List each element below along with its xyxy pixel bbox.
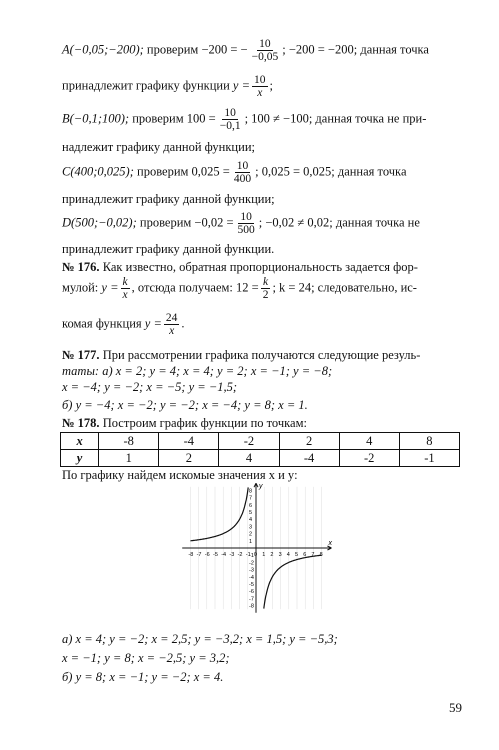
y-tick-label: -8 bbox=[249, 603, 254, 610]
fraction: $\frac{k}{2}$ bbox=[262, 276, 269, 302]
y-tick-label: 1 bbox=[249, 538, 253, 545]
fraction: $\frac{10}{-0,1}$ bbox=[219, 107, 241, 133]
problem-number: № 176. bbox=[62, 260, 100, 274]
y-tick-label: -2 bbox=[249, 560, 254, 567]
line-point-c: C(400;0,025); проверим 0,025 = $\frac{10}{400}$ ; 0,025 = 0,025; данная точка bbox=[62, 160, 407, 186]
x-tick-label: -3 bbox=[229, 552, 235, 558]
fraction: $\frac{10}{400}$ bbox=[233, 160, 252, 186]
point-a: A(−0,05;−200); bbox=[62, 42, 144, 57]
x-tick-label: -7 bbox=[196, 552, 202, 558]
line-text: принадлежит графику данной функции; bbox=[62, 192, 275, 206]
line-text: принадлежит графику данной функции. bbox=[62, 242, 275, 256]
point-c: C(400;0,025); bbox=[62, 164, 134, 179]
y-tick-label: -4 bbox=[249, 574, 254, 581]
x-tick-label: 0 bbox=[254, 552, 258, 558]
x-tick-label: -8 bbox=[188, 552, 194, 558]
x-tick-label: -6 bbox=[204, 552, 210, 558]
x-tick-label: -1 bbox=[245, 552, 251, 558]
check-text: проверим −200 = − bbox=[146, 42, 248, 57]
problem-176-result: комая функция y = $\frac{24}{x}$ . bbox=[62, 312, 185, 338]
answers-a-cont: x = −1; y = 8; x = −2,5; y = 3,2; bbox=[62, 651, 230, 665]
points-table bbox=[60, 432, 460, 467]
line-text: надлежит графику данной функции; bbox=[62, 140, 255, 154]
x-axis-label: x bbox=[328, 540, 332, 547]
answers-a: а) x = 4; y = −2; x = 2,5; y = −3,2; x = 1,5; y = −5,3; bbox=[62, 632, 338, 646]
hyperbola-graph bbox=[180, 482, 340, 622]
x-tick-label: -2 bbox=[237, 552, 243, 558]
y-tick-label: -3 bbox=[249, 567, 254, 574]
x-tick-label: 4 bbox=[286, 552, 290, 558]
problem-177-results: x = −4; y = −2; x = −5; y = −1,5; bbox=[62, 380, 238, 394]
problem-177-results: таты: а) x = 2; y = 4; x = 4; y = 2; x = −1; y = −8; bbox=[62, 364, 333, 378]
answers-b: б) y = 8; x = −1; y = −2; x = 4. bbox=[62, 670, 224, 684]
y-tick-label: -7 bbox=[249, 596, 254, 603]
line-point-b: B(−0,1;100); проверим 100 = $\frac{10}{-0,1}$ ; 100 ≠ −100; данная точка не при- bbox=[62, 107, 427, 133]
x-tick-label: 2 bbox=[270, 552, 274, 558]
line-belongs: принадлежит графику функции y = $\frac{10}{x}$ ; bbox=[62, 74, 273, 100]
fraction: $\frac{k}{x}$ bbox=[122, 276, 128, 302]
x-tick-label: 5 bbox=[295, 552, 299, 558]
problem-178-head: № 178. Построим график функции по точкам: bbox=[62, 416, 307, 430]
x-tick-label: 3 bbox=[278, 552, 282, 558]
y-axis-label: y bbox=[259, 483, 263, 491]
y-tick-label: 3 bbox=[249, 524, 253, 531]
y-tick-label: 5 bbox=[249, 510, 253, 516]
x-tick-label: 8 bbox=[319, 552, 323, 558]
point-b: B(−0,1;100); bbox=[62, 111, 130, 126]
y-tick-label: 2 bbox=[249, 531, 253, 538]
table-row: y 1 2 4 -4 -2 -1 bbox=[61, 450, 460, 467]
x-tick-label: 6 bbox=[303, 552, 307, 558]
y-tick-label: 4 bbox=[249, 517, 253, 524]
problem-number: № 177. bbox=[62, 348, 100, 362]
axes bbox=[182, 483, 331, 613]
table-row: x -8 -4 -2 2 4 8 bbox=[61, 433, 460, 450]
y-tick-label: -5 bbox=[249, 582, 254, 588]
page-number: 59 bbox=[449, 700, 462, 715]
y-tick-label: -1 bbox=[249, 553, 254, 560]
x-tick-label: -4 bbox=[221, 552, 227, 558]
x-tick-label: 1 bbox=[262, 552, 266, 558]
fraction: $\frac{10}{500}$ bbox=[237, 211, 255, 237]
problem-176-head: № 176. Как известно, обратная пропорциональность задается фор- bbox=[62, 260, 418, 274]
problem-177-head: № 177. При рассмотрении графика получаются следующие резуль- bbox=[62, 348, 421, 362]
graph-caption: По графику найдем искомые значения x и y: bbox=[62, 468, 298, 482]
x-tick-label: 7 bbox=[311, 552, 315, 558]
fraction: $\frac{10}{-0,05}$ bbox=[251, 38, 279, 64]
line-point-d: D(500;−0,02); проверим −0,02 = $\frac{10}{500}$ ; −0,02 ≠ 0,02; данная точка не bbox=[62, 211, 420, 237]
fraction: $\frac{24}{x}$ bbox=[165, 312, 178, 338]
fraction: $\frac{10}{x}$ bbox=[254, 74, 266, 100]
y-tick-label: -6 bbox=[249, 589, 254, 596]
y-tick-label: 6 bbox=[249, 502, 253, 509]
y-tick-label: 8 bbox=[249, 488, 253, 495]
problem-176-formula: мулой: y = $\frac{k}{x}$ , отсюда получаем: 12 = $\frac{k}{2}$ ; k = 24; следовательно, ис- bbox=[62, 276, 417, 302]
point-d: D(500;−0,02); bbox=[62, 215, 137, 230]
line-point-a: A(−0,05;−200); проверим −200 = − $\frac{10}{-0,05}$ ; −200 = −200; данная точка bbox=[62, 38, 429, 64]
problem-number: № 178. bbox=[62, 416, 100, 430]
y-tick-label: 7 bbox=[249, 495, 253, 502]
problem-177-results: б) y = −4; x = −2; y = −2; x = −4; y = 8; x = 1. bbox=[62, 398, 308, 412]
x-tick-label: -5 bbox=[213, 552, 218, 558]
